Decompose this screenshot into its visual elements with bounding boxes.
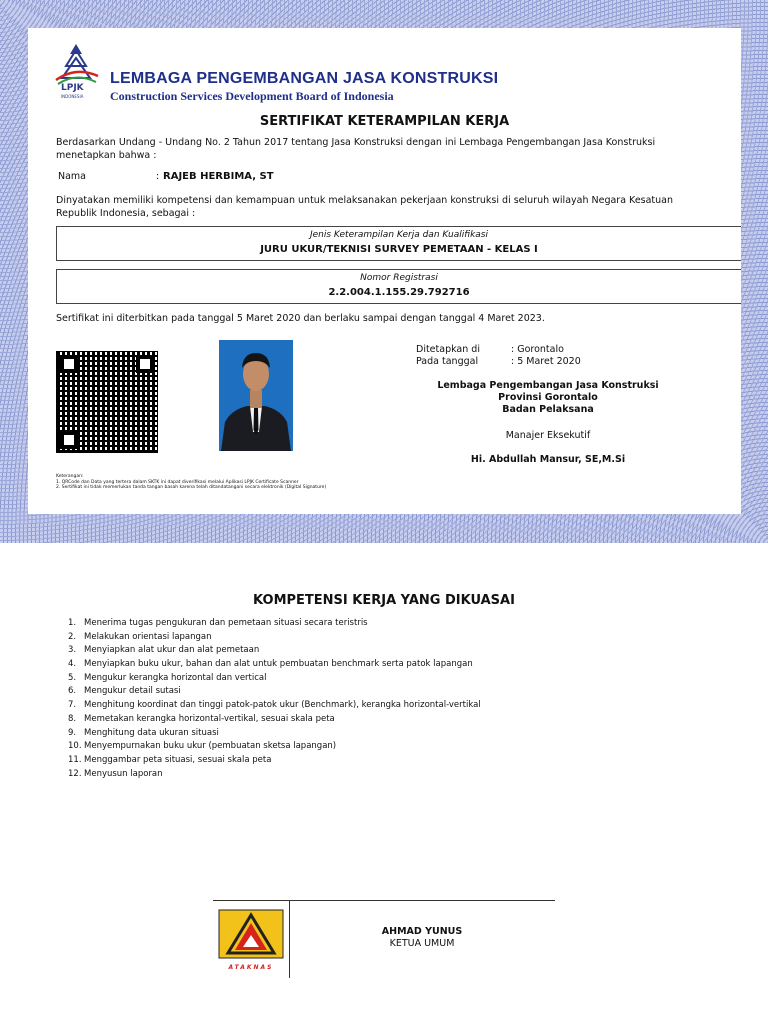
registration-value: 2.2.004.1.155.29.792716 (328, 287, 470, 298)
skill-value: JURU UKUR/TEKNISI SURVEY PEMETAAN - KELAS I (260, 244, 538, 255)
competence-item-text: Menyusun laporan (84, 768, 163, 779)
place-label: Ditetapkan di (416, 344, 480, 355)
issuing-organization (403, 380, 693, 416)
signer-name: Hi. Abdullah Mansur, SE,M.Si (470, 454, 626, 465)
competence-item (68, 685, 481, 699)
competence-item-text: Melakukan orientasi lapangan (84, 631, 212, 642)
competence-item-number: 10. (68, 741, 82, 752)
competence-item-text: Menyiapkan alat ukur dan alat pemetaan (84, 645, 260, 656)
certificate-body (28, 28, 741, 514)
name-colon: : (156, 171, 160, 182)
org-name-en: Construction Services Development Board of Indonesia (110, 89, 394, 103)
competence-item-number: 1. (68, 618, 77, 628)
validity-text: Sertifikat ini diterbitkan pada tanggal 5 Maret 2020 dan berlaku sampai dengan tanggal 4 Maret 2023. (56, 313, 545, 324)
competence-item (68, 713, 481, 727)
notes (56, 474, 326, 491)
competence-item-text: Menyiapkan buku ukur, bahan dan alat untuk pembuatan benchmark serta patok lapangan (84, 659, 473, 670)
competence-item-text: Mengukur kerangka horizontal dan vertical (84, 672, 267, 683)
competence-item (68, 631, 481, 645)
competence-item-number: 5. (68, 672, 77, 683)
competence-item (68, 658, 481, 672)
logo-label: LPJK (61, 83, 84, 93)
intro-paragraph: Berdasarkan Undang - Undang No. 2 Tahun 2017 tentang Jasa Konstruksi dengan ini Lembaga Pengembangan Jasa Konstruksi menetapkan bahwa : (56, 137, 656, 161)
competence-item-text: Menghitung koordinat dan tinggi patok-patok ukur (Benchmark), kerangka horizontal-vertikal (84, 700, 481, 711)
date-label: Pada tanggal (416, 356, 479, 367)
competence-item-text: Menggambar peta situasi, sesuai skala peta (84, 754, 272, 765)
competence-item-number: 4. (68, 659, 77, 670)
competence-item (68, 644, 481, 658)
issuing-org-line1: Lembaga Pengembangan Jasa Konstruksi (437, 380, 659, 391)
competence-item (68, 699, 481, 713)
signer-position: Manajer Eksekutif (505, 430, 591, 441)
competence-item-number: 12. (68, 768, 82, 779)
skill-box (56, 226, 741, 261)
competence-list (68, 617, 481, 781)
registration-label: Nomor Registrasi (360, 273, 438, 283)
note-1: 1. QRCode dan Data yang tertera dalam SKTK ini dapat diverifikasi melalui Aplikasi LPJK Certificate Scanner (56, 479, 299, 485)
ataknas-logo-text: ATAKNAS (228, 964, 274, 971)
competence-item (68, 727, 481, 741)
issuing-org-line3: Badan Pelaksana (502, 404, 594, 415)
competence-item (68, 617, 481, 631)
competence-item-text: Mengukur detail sutasi (84, 686, 181, 697)
competence-item-number: 11. (68, 754, 82, 765)
competence-title: KOMPETENSI KERJA YANG DIKUASAI (253, 593, 515, 608)
certificate-title: SERTIFIKAT KETERAMPILAN KERJA (259, 114, 510, 129)
competence-item (68, 768, 481, 782)
portrait-photo (219, 340, 293, 451)
name-value: RAJEB HERBIMA, ST (163, 171, 274, 182)
competence-item (68, 672, 481, 686)
name-label: Nama (58, 171, 87, 182)
competence-item (68, 754, 481, 768)
competence-item-number: 6. (68, 686, 77, 697)
association-head-name: AHMAD YUNUS (381, 926, 463, 937)
statement-paragraph: Dinyatakan memiliki kompetensi dan kemampuan untuk melaksanakan pekerjaan konstruksi di seluruh wilayah Negara Kesatuan Republik Indonesia, sebagai : (56, 195, 674, 219)
registration-box (56, 269, 741, 304)
competence-item-text: Menghitung data ukuran situasi (84, 727, 219, 738)
competence-item-text: Memetakan kerangka horizontal-vertikal, sesuai skala peta (84, 713, 335, 724)
qr-code-icon (56, 351, 158, 453)
competence-item-number: 7. (68, 700, 77, 711)
note-2: 2. Sertifikat ini tidak memerlukan tanda tangan basah karena telah ditandatangani secara elektronik (Digital Signature) (56, 485, 327, 490)
competence-item-text: Menyempurnakan buku ukur (pembuatan sketsa lapangan) (84, 741, 337, 752)
competence-item-number: 2. (68, 631, 77, 642)
competence-item (68, 740, 481, 754)
competence-item-text: Menerima tugas pengukuran dan pemetaan situasi secara teristris (84, 618, 368, 628)
notes-title: Keterangan: (56, 474, 84, 479)
competence-item-number: 8. (68, 713, 77, 724)
association-head-role: KETUA UMUM (389, 938, 455, 949)
competence-item-number: 3. (68, 645, 77, 656)
signing-info (416, 344, 616, 368)
date-value: : 5 Maret 2020 (511, 356, 581, 367)
issuing-org-line2: Provinsi Gorontalo (498, 392, 598, 403)
logo-sublabel: INDONESIA (61, 94, 84, 99)
skill-label: Jenis Keterampilan Kerja dan Kualifikasi (309, 230, 488, 240)
org-name: LEMBAGA PENGEMBANGAN JASA KONSTRUKSI (110, 70, 499, 87)
place-value: : Gorontalo (511, 344, 564, 355)
competence-item-number: 9. (68, 727, 77, 738)
association-signature (213, 900, 555, 977)
